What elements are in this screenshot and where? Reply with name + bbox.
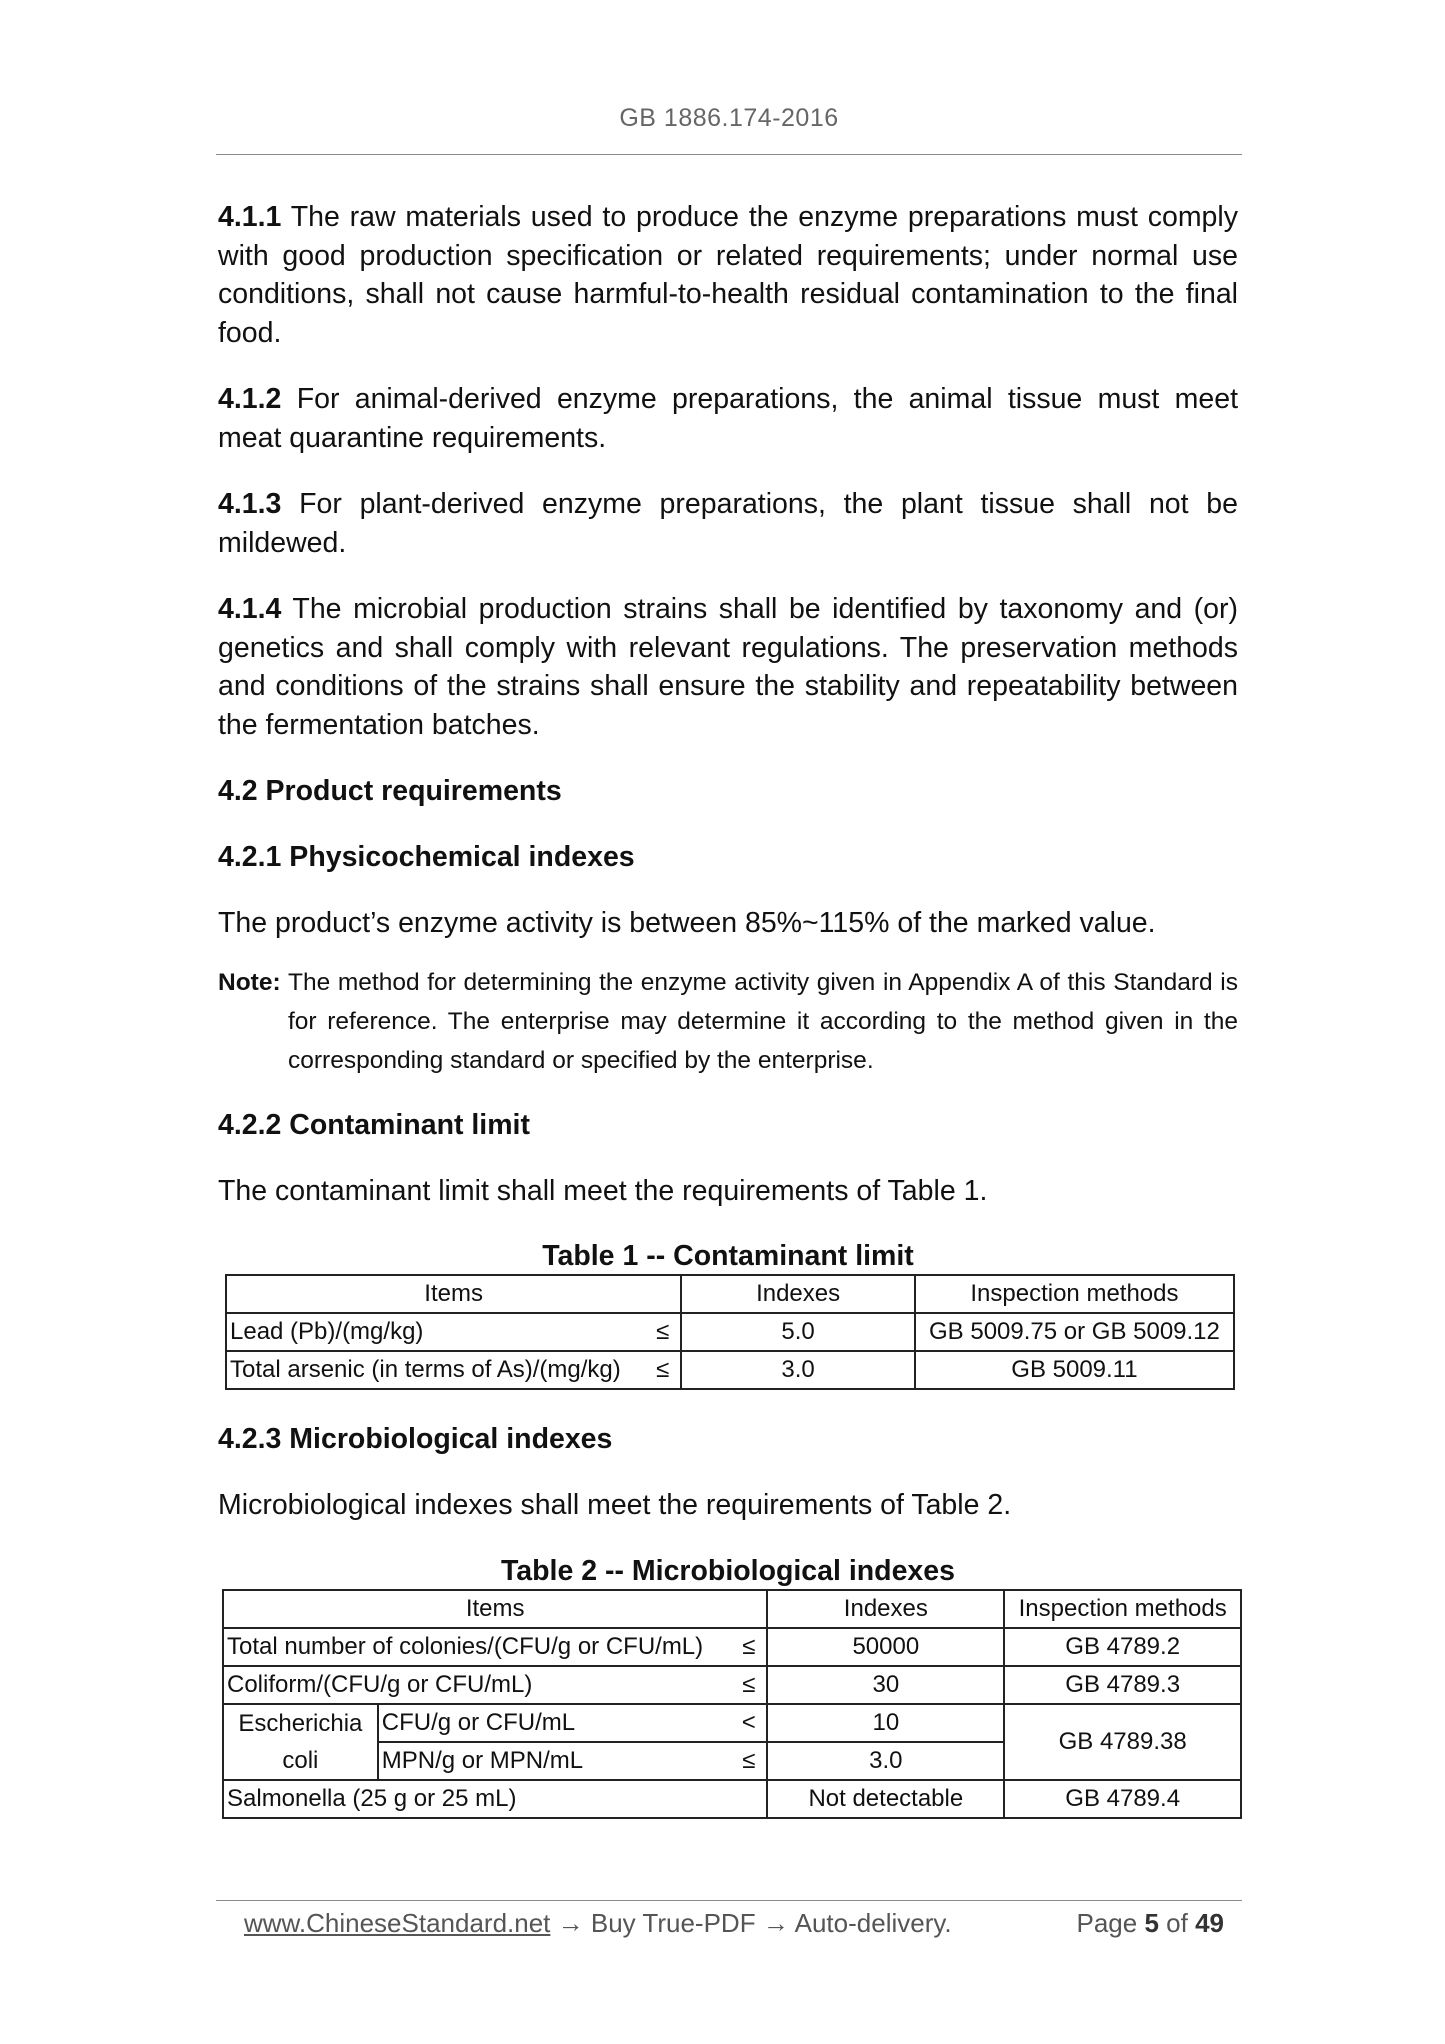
site-link[interactable]: www.ChineseStandard.net [244, 1908, 551, 1938]
page-footer [244, 1908, 1224, 1939]
section-heading-4-2-1: 4.2.1 Physicochemical indexes [218, 841, 635, 873]
ecoli-label-line2: coli [282, 1746, 319, 1774]
clause-text: The raw materials used to produce the enzyme preparations must comply with good production specification or related requirements; under normal use conditions, shall not cause harmful-to-health residual contamination to the final food. [218, 201, 1238, 349]
microbiological-text: Microbiological indexes shall meet the requirements of Table 2. [218, 1489, 1012, 1521]
clause-text: For plant-derived enzyme preparations, the plant tissue shall not be mildewed. [218, 488, 1238, 559]
cell-symbol: ≤ [645, 1313, 681, 1351]
table-row [223, 1704, 1241, 1742]
table2-microbiological-indexes [222, 1589, 1242, 1819]
buy-pdf-text: Buy True-PDF [590, 1908, 756, 1938]
table1-contaminant-limit [225, 1274, 1235, 1390]
table-header-row [223, 1590, 1241, 1628]
header-indexes: Indexes [681, 1275, 915, 1313]
cell-method: GB 5009.11 [915, 1351, 1234, 1389]
cell-item: Total arsenic (in terms of As)/(mg/kg) [226, 1351, 645, 1389]
clause-number: 4.1.3 [218, 488, 282, 520]
page-number [1076, 1908, 1224, 1939]
header-inspection-methods: Inspection methods [1004, 1590, 1241, 1628]
clause-number: 4.1.2 [218, 383, 282, 415]
enzyme-activity-text: The product’s enzyme activity is between 85%~115% of the marked value. [218, 907, 1156, 939]
section-heading-4-2-2: 4.2.2 Contaminant limit [218, 1108, 530, 1141]
clause-4-1-4 [218, 590, 1238, 744]
clause-4-1-3 [218, 485, 1238, 562]
cell-symbol: < [731, 1704, 767, 1742]
current-page: 5 [1144, 1908, 1159, 1938]
section-heading-4-2: 4.2 Product requirements [218, 775, 562, 807]
cell-index: Not detectable [767, 1780, 1004, 1818]
of-word: of [1166, 1908, 1188, 1938]
section-heading-4-2-3: 4.2.3 Microbiological indexes [218, 1423, 613, 1455]
clause-text: The microbial production strains shall be identified by taxonomy and (or) genetics and shall comply with relevant regulations. The preservation methods and conditions of the strains shall ensure the stability and repeatability between the fermentation batches. [218, 593, 1238, 741]
cell-index: 5.0 [681, 1313, 915, 1351]
table-row [223, 1780, 1241, 1818]
arrow-right-icon: → [762, 1908, 789, 1938]
cell-item: MPN/g or MPN/mL [378, 1742, 732, 1780]
cell-index: 30 [767, 1666, 1004, 1704]
table1-caption: Table 1 -- Contaminant limit [542, 1240, 914, 1272]
clause-number: 4.1.1 [218, 201, 282, 233]
header-indexes: Indexes [767, 1590, 1004, 1628]
cell-item: Salmonella (25 g or 25 mL) [223, 1780, 767, 1818]
cell-symbol: ≤ [731, 1742, 767, 1780]
footer-promo [244, 1908, 952, 1939]
cell-item: Coliform/(CFU/g or CFU/mL) [223, 1666, 731, 1704]
cell-method: GB 4789.38 [1004, 1704, 1241, 1780]
header-items: Items [223, 1590, 767, 1628]
table-row [226, 1351, 1234, 1389]
note-text: The method for determining the enzyme activity given in Appendix A of this Standard is for reference. The enterprise may determine it according to the method given in the corresponding standard or specified by the enterprise. [288, 968, 1238, 1074]
clause-4-1-1 [218, 198, 1238, 352]
cell-method: GB 5009.75 or GB 5009.12 [915, 1313, 1234, 1351]
auto-delivery-text: Auto-delivery. [794, 1908, 952, 1938]
cell-method: GB 4789.2 [1004, 1628, 1241, 1666]
cell-item: CFU/g or CFU/mL [378, 1704, 732, 1742]
header-items: Items [226, 1275, 681, 1313]
note-block [218, 963, 1238, 1080]
clause-4-1-2 [218, 380, 1238, 457]
ecoli-label [223, 1704, 378, 1780]
table-row [226, 1313, 1234, 1351]
table-row [223, 1628, 1241, 1666]
header-divider [216, 154, 1242, 155]
cell-method: GB 4789.3 [1004, 1666, 1241, 1704]
cell-index: 3.0 [681, 1351, 915, 1389]
contaminant-limit-text: The contaminant limit shall meet the requirements of Table 1. [218, 1174, 988, 1207]
cell-item: Lead (Pb)/(mg/kg) [226, 1313, 645, 1351]
table-header-row [226, 1275, 1234, 1313]
cell-symbol: ≤ [731, 1666, 767, 1704]
cell-method: GB 4789.4 [1004, 1780, 1241, 1818]
document-header: GB 1886.174-2016 [619, 104, 839, 132]
page-body [218, 198, 1238, 1849]
total-pages: 49 [1195, 1908, 1224, 1938]
ecoli-label-line1: Escherichia [238, 1709, 363, 1737]
clause-number: 4.1.4 [218, 593, 282, 625]
clause-text: For animal-derived enzyme preparations, the animal tissue must meet meat quarantine requirements. [218, 383, 1238, 454]
table-row [223, 1666, 1241, 1704]
page-word: Page [1076, 1908, 1138, 1938]
cell-index: 3.0 [767, 1742, 1004, 1780]
cell-item: Total number of colonies/(CFU/g or CFU/mL) [223, 1628, 731, 1666]
table2-caption: Table 2 -- Microbiological indexes [501, 1554, 955, 1587]
footer-divider [216, 1900, 1242, 1901]
note-label: Note: [218, 968, 281, 996]
cell-symbol: ≤ [731, 1628, 767, 1666]
arrow-right-icon: → [557, 1908, 584, 1938]
header-inspection-methods: Inspection methods [915, 1275, 1234, 1313]
cell-index: 10 [767, 1704, 1004, 1742]
cell-symbol: ≤ [645, 1351, 681, 1389]
cell-index: 50000 [767, 1628, 1004, 1666]
